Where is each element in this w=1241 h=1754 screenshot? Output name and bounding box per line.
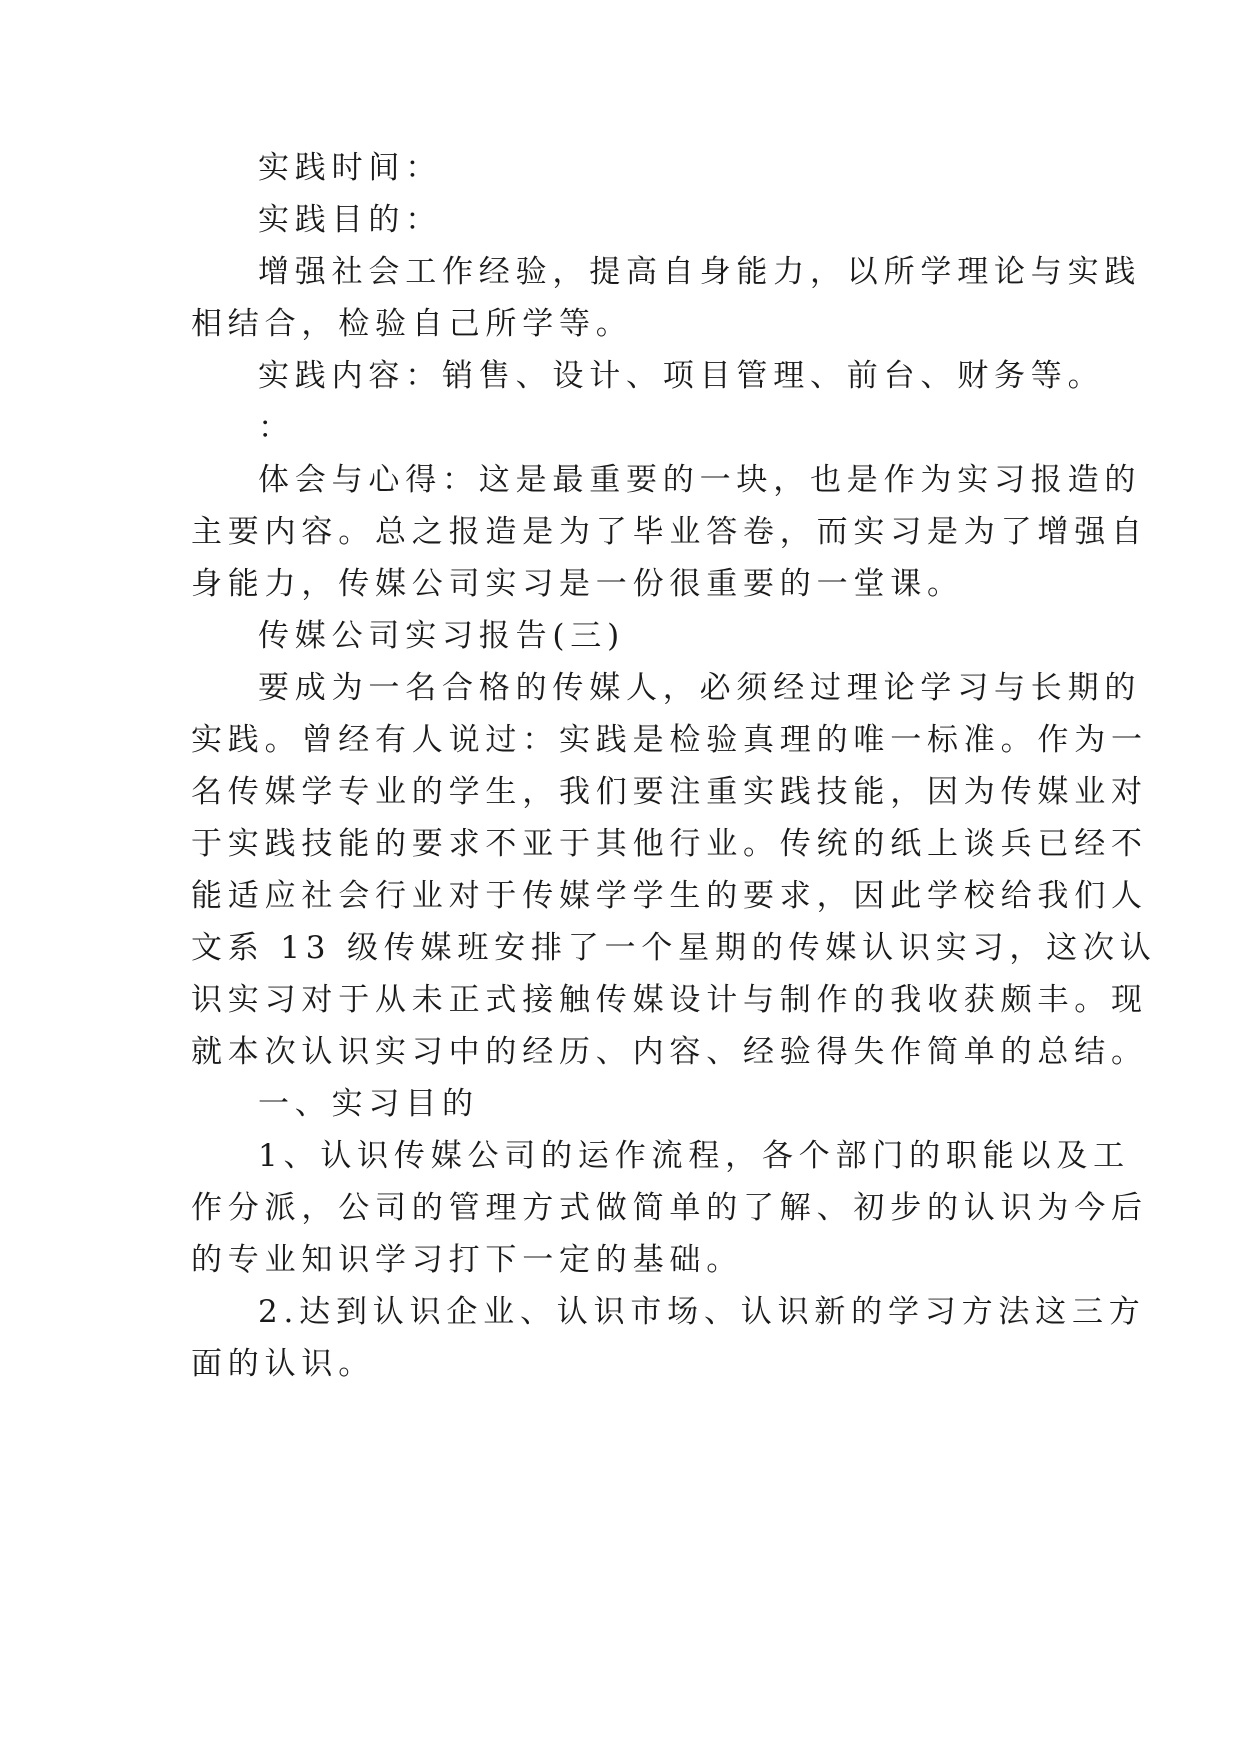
intro-paragraph-line-1: 要成为一名合格的传媒人，必须经过理论学习与长期的	[258, 670, 1142, 706]
item-1-line-2: 作分派，公司的管理方式做简单的了解、初步的认识为今后	[191, 1190, 1148, 1226]
intro-paragraph-line-2: 实践。曾经有人说过：实践是检验真理的唯一标准。作为一	[191, 722, 1148, 758]
item-1-line-3: 的专业知识学习打下一定的基础。	[191, 1242, 743, 1278]
intro-paragraph-line-8: 就本次认识实习中的经历、内容、经验得失作简单的总结。	[191, 1034, 1148, 1070]
reflection-paragraph-line-1: 体会与心得：这是最重要的一块，也是作为实习报造的	[258, 462, 1142, 498]
colon-line: ：	[258, 410, 295, 446]
section-heading-purpose: 一、实习目的	[258, 1086, 479, 1122]
purpose-paragraph-line-2: 相结合，检验自己所学等。	[191, 306, 633, 342]
intro-paragraph-line-7: 识实习对于从未正式接触传媒设计与制作的我收获颇丰。现	[191, 982, 1148, 1018]
item-2-line-2: 面的认识。	[191, 1346, 375, 1382]
intro-paragraph-line-6: 文系 13 级传媒班安排了一个星期的传媒认识实习，这次认	[191, 930, 1157, 966]
report-heading: 传媒公司实习报告(三)	[258, 618, 625, 654]
intro-paragraph-line-4: 于实践技能的要求不亚于其他行业。传统的纸上谈兵已经不	[191, 826, 1148, 862]
reflection-paragraph-line-3: 身能力，传媒公司实习是一份很重要的一堂课。	[191, 566, 964, 602]
practice-content-line: 实践内容：销售、设计、项目管理、前台、财务等。	[258, 358, 1105, 394]
intro-paragraph-line-3: 名传媒学专业的学生，我们要注重实践技能，因为传媒业对	[191, 774, 1148, 810]
item-2-line-1: 2.达到认识企业、认识市场、认识新的学习方法这三方	[258, 1294, 1146, 1330]
purpose-paragraph-line-1: 增强社会工作经验，提高自身能力，以所学理论与实践	[258, 254, 1142, 290]
practice-time-label: 实践时间：	[258, 150, 442, 186]
reflection-paragraph-line-2: 主要内容。总之报造是为了毕业答卷，而实习是为了增强自	[191, 514, 1148, 550]
item-1-line-1: 1、认识传媒公司的运作流程，各个部门的职能以及工	[258, 1138, 1130, 1174]
intro-paragraph-line-5: 能适应社会行业对于传媒学学生的要求，因此学校给我们人	[191, 878, 1148, 914]
practice-purpose-label: 实践目的：	[258, 202, 442, 238]
